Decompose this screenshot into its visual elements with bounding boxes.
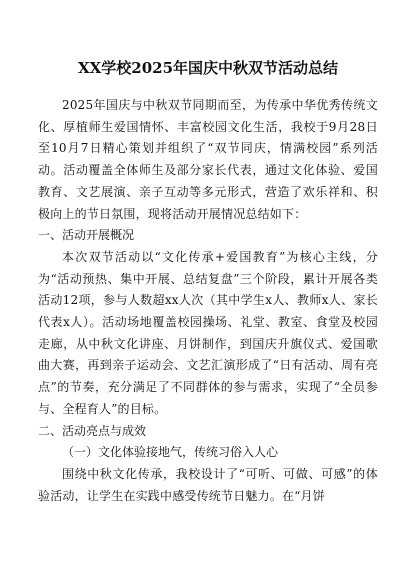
- section-heading-highlights: 二、活动亮点与成效: [38, 423, 147, 438]
- culture-paragraph: 围绕中秋文化传承，我校设计了“可听、可做、可感”的体验活动，让学生在实践中感受传统节日魅力。在“月饼: [38, 466, 378, 503]
- section-heading-overview: 一、活动开展概况: [38, 228, 135, 243]
- overview-paragraph: 本次双节活动以“文化传承+爱国教育”为核心主线，分为“活动预热、集中开展、总结复盘”三个阶段，累计开展各类活动12项，参与人数超xx人次（其中学生x人、教师x人、家长代表x人）。活动场地覆盖校园操场、礼堂、教室、食堂及校园走廊，从中秋文化讲座、月饼制作，到国庆升旗仪式、爱国歌曲大赛，再到亲子运动会、文艺汇演形成了“日有活动、周有亮点”的节奏，充分满足了不同群体的参与需求，实现了“全员参与、全程育人”的目标。: [38, 249, 378, 416]
- subsection-heading-culture: （一）文化体验接地气，传统习俗入人心: [62, 445, 279, 460]
- document-body: [38, 95, 378, 507]
- intro-paragraph: 2025年国庆与中秋双节同期而至，为传承中华优秀传统文化、厚植师生爱国情怀、丰富校园文化生活，我校于9月28日至10月7日精心策划并组织了“双节同庆，情满校园”系列活动。活动覆盖全体师生及部分家长代表，通过文化体验、爱国教育、文艺展演、亲子互动等多元形式，营造了欢乐祥和、积极向上的节日氛围，现将活动开展情况总结如下：: [38, 98, 378, 221]
- document-title: XX学校2025年国庆中秋双节活动总结: [77, 59, 339, 77]
